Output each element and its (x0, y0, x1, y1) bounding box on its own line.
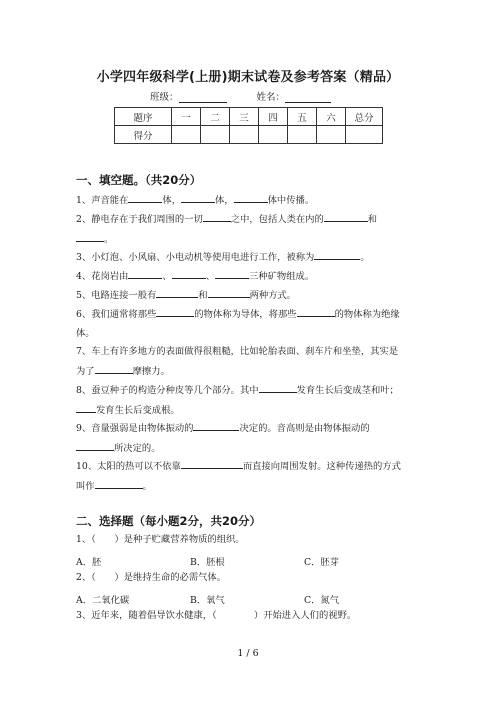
score-header-cell: 总分 (346, 108, 383, 126)
question-1-2: 2、静电存在于我们周围的一切 之中，包括人类在内的 和 。 (76, 210, 436, 249)
question-1-7: 7、车上有许多地方的表面做得很粗糙，比如轮胎表面、刹车片和坐垫，其实是 为了 摩擦力。 (76, 346, 399, 377)
answer-blank (76, 439, 114, 451)
answer-blank (314, 248, 360, 260)
score-cell (201, 126, 230, 144)
class-label: 班级： (150, 92, 179, 103)
section-heading-multiple-choice: 二、选择题（每小题2分，共20分） (76, 514, 262, 528)
answer-blank (156, 286, 198, 298)
score-header-cell: 三 (230, 108, 259, 126)
section-heading-fill-blank: 一、填空题。（共20分） (76, 173, 202, 187)
answer-blank (181, 457, 243, 469)
option-c: C．氮气 (304, 595, 340, 606)
score-cell (259, 126, 288, 144)
answer-blank (95, 477, 143, 489)
answer-blank (76, 401, 96, 413)
answer-blank (215, 267, 249, 279)
option-b: B．胚根 (190, 557, 225, 568)
page-number: 1 / 6 (237, 648, 259, 659)
score-header-cell: 二 (201, 108, 230, 126)
answer-blank (208, 286, 250, 298)
score-cell (230, 126, 259, 144)
question-1-5: 5、电路连接一般有 和 两种方式。 (76, 286, 436, 306)
answer-blank (156, 305, 194, 317)
option-a: A．二氧化碳 (76, 595, 130, 606)
answer-blank (259, 381, 297, 393)
answer-blank (128, 191, 162, 203)
answer-blank (324, 210, 368, 222)
score-table (114, 107, 383, 144)
answer-blank (193, 419, 239, 431)
score-cell (346, 126, 383, 144)
score-header-cell: 一 (172, 108, 201, 126)
score-cell (288, 126, 317, 144)
score-header-cell: 四 (259, 108, 288, 126)
question-1-6: 6、我们通常将那些 的物体称为导体，将那些 的物体称为绝缘 体。 (76, 305, 436, 343)
class-blank (179, 92, 227, 103)
question-1-3: 3、小灯泡、小风扇、小电动机等使用电进行工作，被称为 。 (76, 248, 436, 268)
exam-title: 小学四年级科学(上册)期末试卷及参考答案（精品） (96, 70, 400, 85)
score-header-row (115, 108, 383, 126)
question-2-1: 1、（ ）是种子贮藏营养物质的组织。 (76, 534, 245, 545)
name-blank (285, 92, 331, 103)
score-cell (172, 126, 201, 144)
answer-blank (76, 230, 104, 242)
question-1-4: 4、花岗岩由 、 、 三种矿物组成。 (76, 267, 436, 287)
option-a: A．胚 (76, 557, 102, 568)
student-info-line (150, 89, 331, 103)
answer-blank (128, 267, 162, 279)
answer-blank (172, 267, 206, 279)
score-header-cell: 五 (288, 108, 317, 126)
question-2-3: 3、近年来，随着倡导饮水健康，（ ）开始进入人们的视野。 (76, 610, 357, 621)
option-c: C．胚芽 (304, 557, 340, 568)
question-1-8: 8、蚕豆种子的构造分种皮等几个部分。其中 发育生长后变成茎和叶； 发育生长后变成根。 (76, 381, 436, 420)
answer-blank (95, 362, 133, 374)
answer-blank (203, 210, 231, 222)
score-cell (317, 126, 346, 144)
question-1-9: 9、音量强弱是由物体振动的 决定的。音高则是由物体振动的 所决定的。 (76, 419, 436, 458)
name-label: 姓名： (256, 92, 286, 103)
answer-blank (234, 191, 268, 203)
answer-blank (297, 305, 335, 317)
score-row-label: 得分 (115, 126, 172, 144)
question-1-1: 1、声音能在 体， 体， 体中传播。 (76, 191, 436, 211)
question-2-2: 2、（ ）是维持生命的必需气体。 (76, 572, 227, 583)
option-b: B．氧气 (190, 595, 225, 606)
score-value-row (115, 126, 383, 144)
score-header-cell: 六 (317, 108, 346, 126)
score-header-cell: 题序 (115, 108, 172, 126)
answer-blank (181, 191, 215, 203)
question-1-10: 10、太阳的热可以不依靠 而直接向周围发射。这种传递热的方式 叫作 。 (76, 457, 436, 496)
